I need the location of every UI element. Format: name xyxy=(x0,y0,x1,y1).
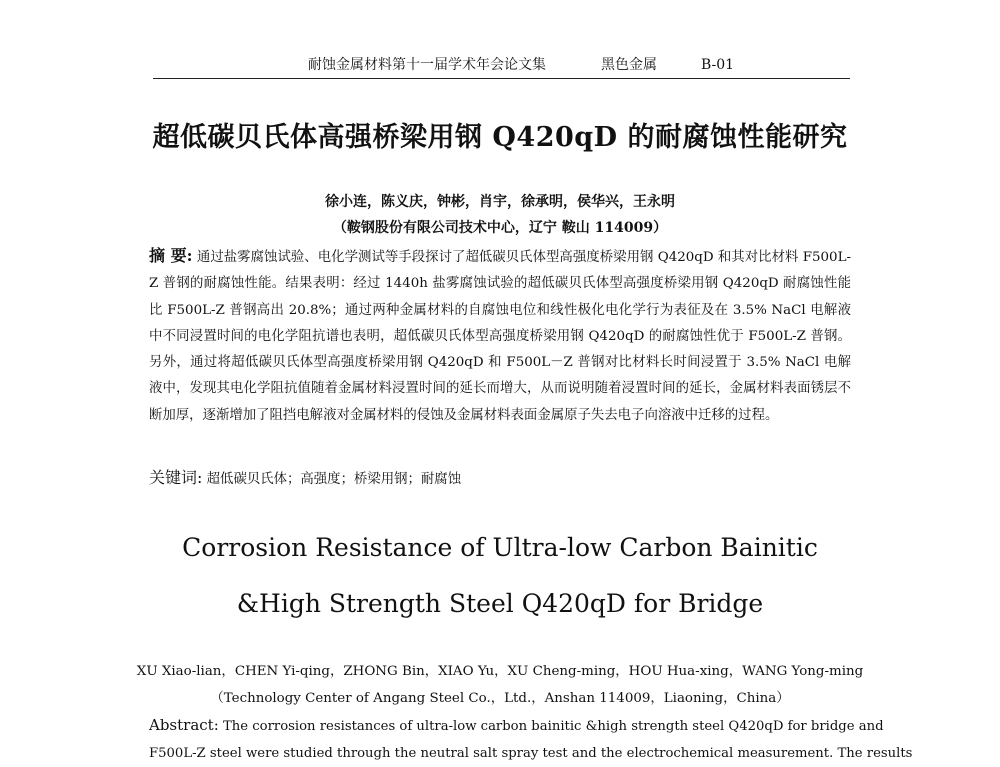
chinese-keywords xyxy=(149,466,851,492)
english-affiliation: （Technology Center of Angang Steel Co.，Ltd.，Anshan 114009，Liaoning，China） xyxy=(210,691,790,706)
chinese-abstract-label: 摘 要: xyxy=(149,246,193,265)
english-title-line1: Corrosion Resistance of Ultra-low Carbon Bainitic xyxy=(182,533,818,562)
chinese-abstract-text: 通过盐雾腐蚀试验、电化学测试等手段探讨了超低碳贝氏体型高强度桥梁用钢 Q420qD 和其对比材料 F500L-Z 普钢的耐腐蚀性能。结果表明：经过 1440h 盐雾腐蚀试验的超低碳贝氏体型高强度桥梁用钢 Q420qD 耐腐蚀性能比 F500L-Z 普钢高出 20.8%；通过两种金属材料的自腐蚀电位和线性极化电化学行为表征及在 3.5% NaCl 电解液中不同浸置时间的电化学阻抗谱也表明，超低碳贝氏体型高强度桥梁用钢 Q420qD 的耐腐蚀性优于 F500L-Z 普钢。另外，通过将超低碳贝氏体型高强度桥梁用钢 Q420qD 和 F500L－Z 普钢对比材料长时间浸置于 3.5% NaCl 电解液中，发现其电化学阻抗值随着金属材料浸置时间的延长而增大，从而说明随着浸置时间的延长，金属材料表面锈层不断加厚，逐渐增加了阻挡电解液对金属材料的侵蚀及金属材料表面金属原子失去电子向溶液中迁移的过程。 xyxy=(149,250,851,423)
chinese-keywords-label: 关键词: xyxy=(149,468,203,487)
chinese-affiliation: （鞍钢股份有限公司技术中心，辽宁 鞍山 114009） xyxy=(332,220,668,236)
english-abstract-line1: The corrosion resistances of ultra-low carbon bainitic &high strength steel Q420qD for bridge and xyxy=(222,719,884,734)
english-title-line2: &High Strength Steel Q420qD for Bridge xyxy=(236,589,764,618)
header-category: 黑色金属 xyxy=(601,57,657,73)
english-abstract-line2: F500L-Z steel were studied through the neutral salt spray test and the electrochemical measurement. The results xyxy=(149,746,913,761)
running-header xyxy=(153,52,850,79)
header-code: B-01 xyxy=(701,57,735,73)
header-series: 耐蚀金属材料第十一届学术年会论文集 xyxy=(308,57,546,73)
chinese-keywords-text: 超低碳贝氏体；高强度；桥梁用钢；耐腐蚀 xyxy=(206,472,462,487)
chinese-title: 超低碳贝氏体高强桥梁用钢 Q420qD 的耐腐蚀性能研究 xyxy=(152,122,848,153)
english-authors: XU Xiao-lian，CHEN Yi-qing，ZHONG Bin，XIAO Yu，XU Cheng-ming，HOU Hua-xing，WANG Yong-ming xyxy=(136,664,864,679)
chinese-abstract xyxy=(149,243,851,429)
chinese-authors: 徐小连，陈义庆，钟彬，肖宇，徐承明，侯华兴，王永明 xyxy=(325,194,675,210)
english-abstract-label: Abstract: xyxy=(149,716,219,734)
english-abstract xyxy=(149,712,913,767)
